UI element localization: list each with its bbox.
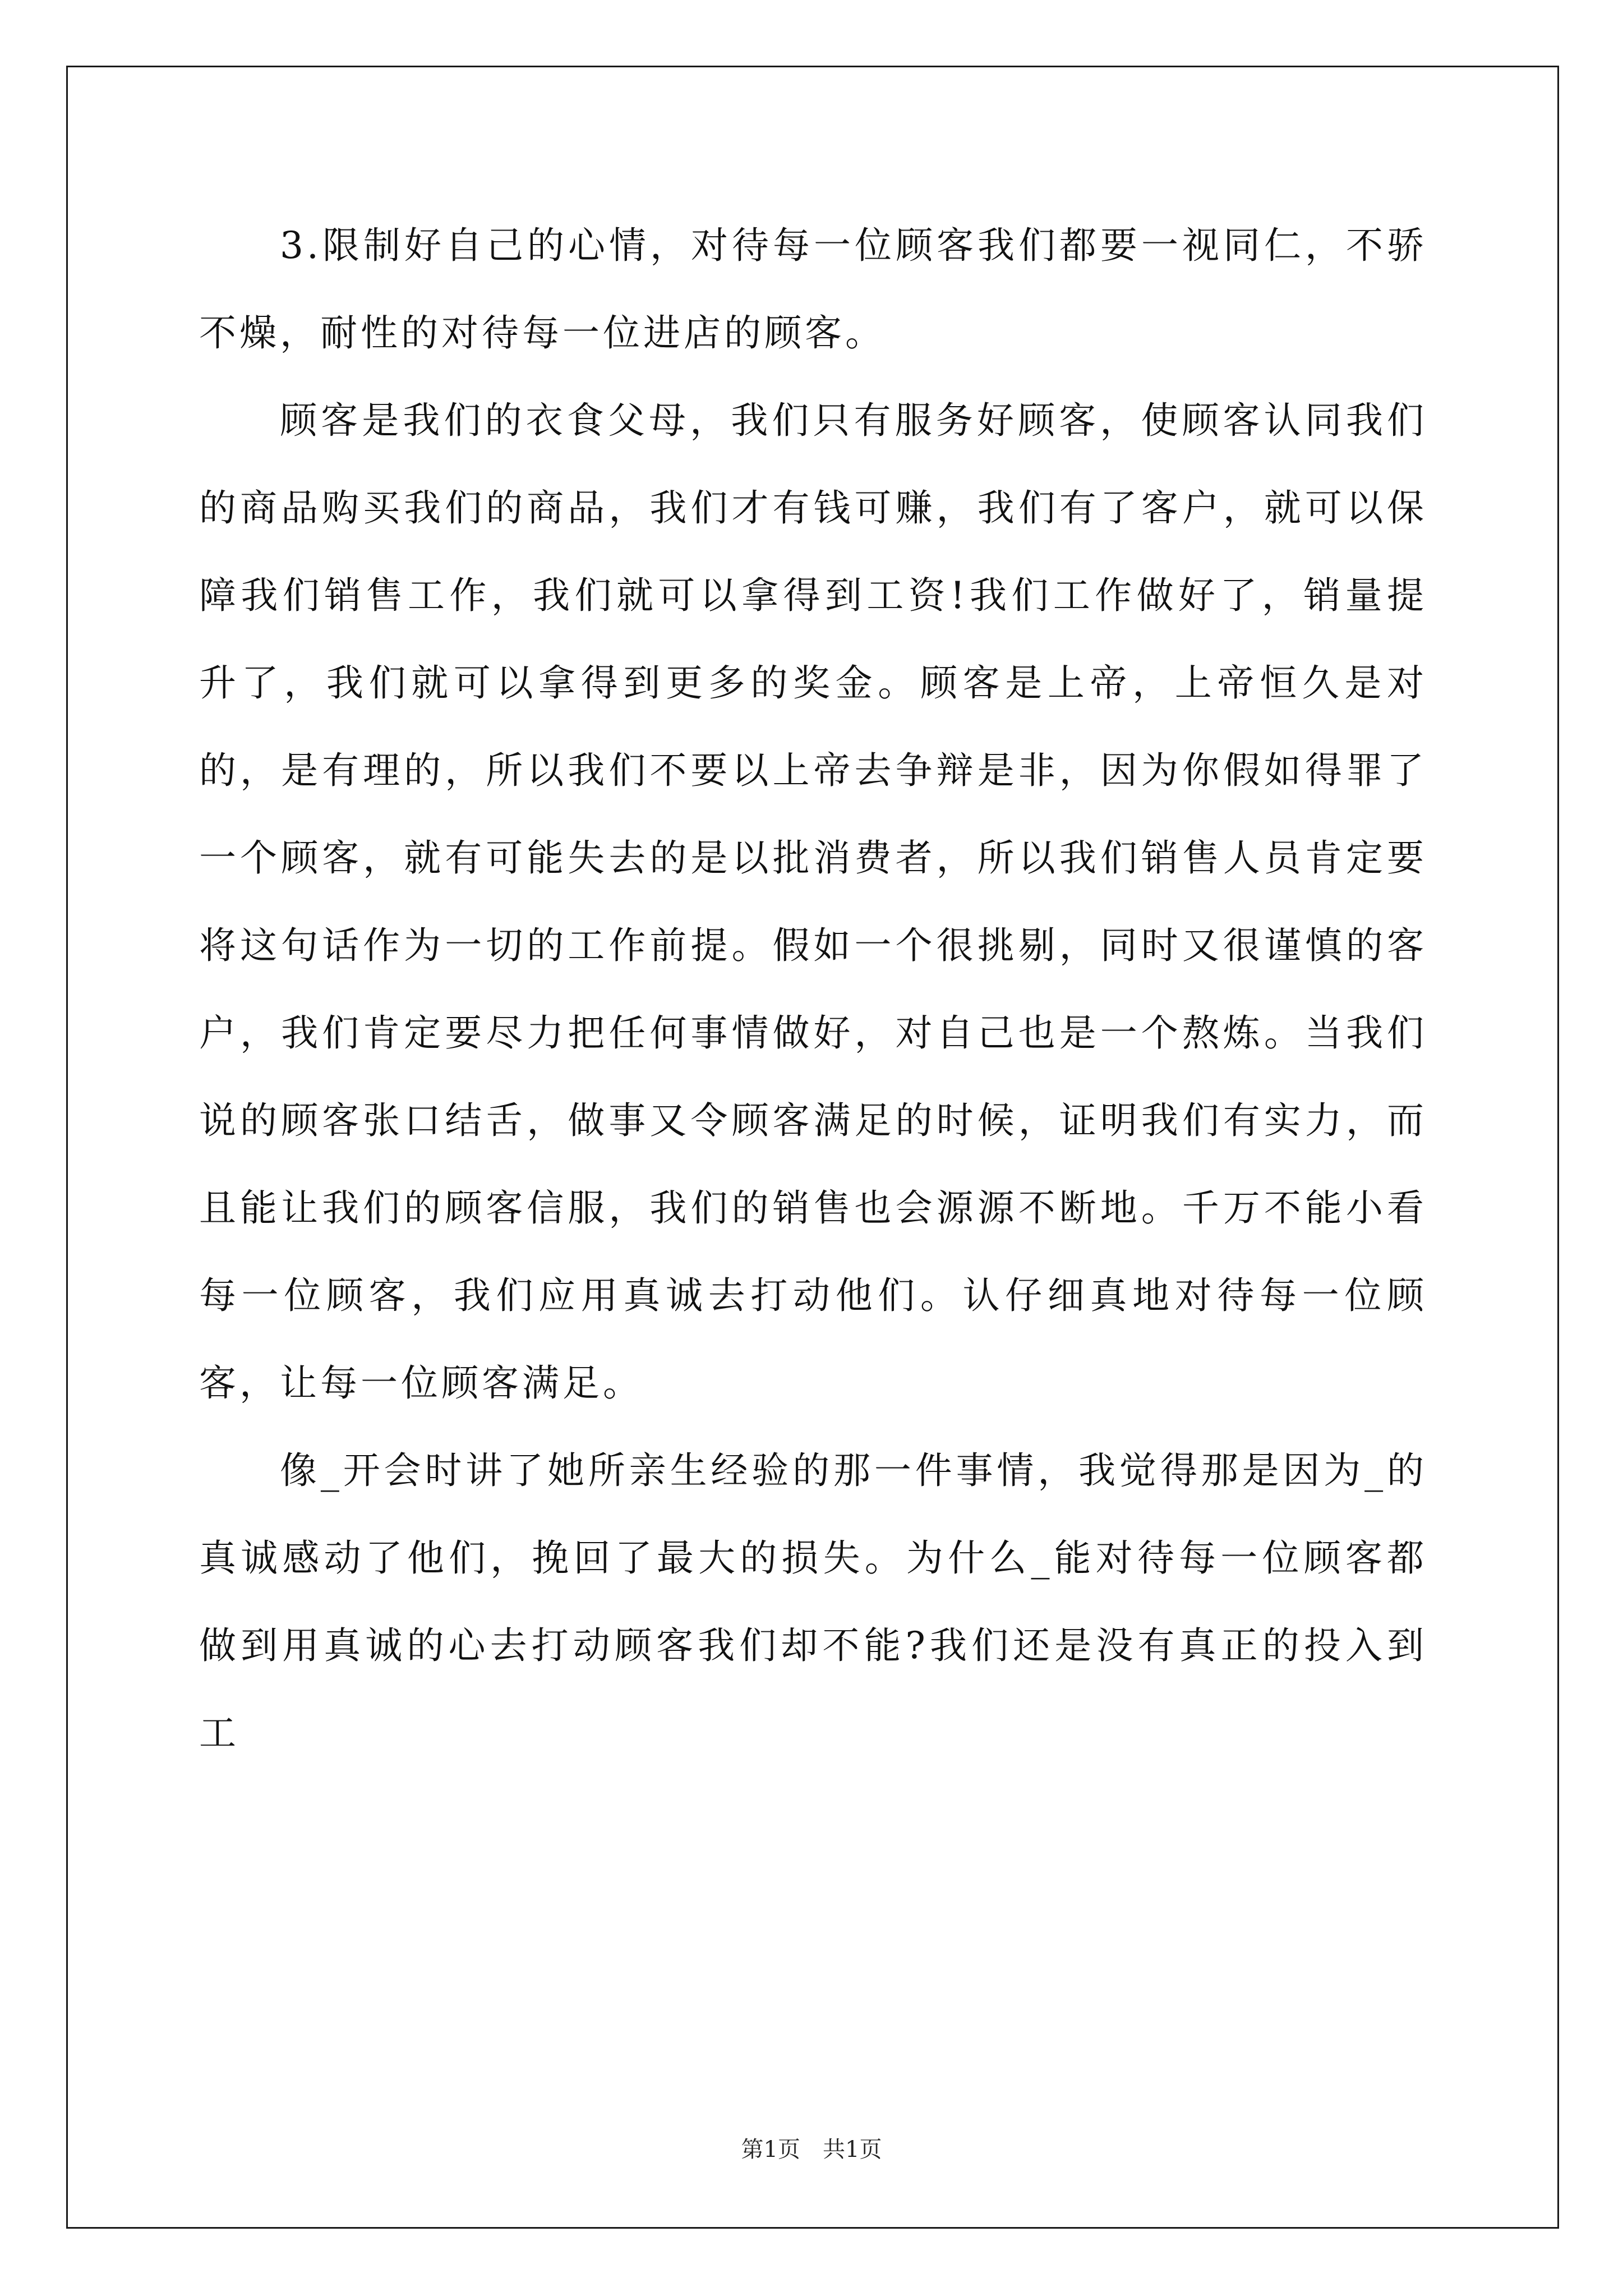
page-number-total: 共1页 (823, 2137, 882, 2162)
paragraph-2: 顾客是我们的衣食父母，我们只有服务好顾客，使顾客认同我们的商品购买我们的商品，我们才有钱可赚，我们有了客户，就可以保障我们销售工作，我们就可以拿得到工资!我们工作做好了，销量提升了，我们就可以拿得到更多的奖金。顾客是上帝，上帝恒久是对的，是有理的，所以我们不要以上帝去争辩是非，因为你假如得罪了一个顾客，就有可能失去的是以批消费者，所以我们销售人员肯定要将这句话作为一切的工作前提。假如一个很挑剔，同时又很谨慎的客户，我们肯定要尽力把任何事情做好，对自己也是一个熬炼。当我们说的顾客张口结舌，做事又令顾客满足的时候，证明我们有实力，而且能让我们的顾客信服，我们的销售也会源源不断地。千万不能小看每一位顾客，我们应用真诚去打动他们。认仔细真地对待每一位顾客，让每一位顾客满足。 (199, 399, 1427, 1405)
page-footer (0, 2132, 1623, 2164)
paragraph-1: 3.限制好自己的心情，对待每一位顾客我们都要一视同仁，不骄不燥，耐性的对待每一位进店的顾客。 (199, 224, 1427, 355)
page-number-current: 第1页 (741, 2137, 800, 2162)
document-body (199, 202, 1427, 1777)
paragraph-3: 像_开会时讲了她所亲生经验的那一件事情，我觉得那是因为_的真诚感动了他们，挽回了最大的损失。为什么_能对待每一位顾客都做到用真诚的心去打动顾客我们却不能?我们还是没有真正的投入到工 (199, 1449, 1427, 1755)
